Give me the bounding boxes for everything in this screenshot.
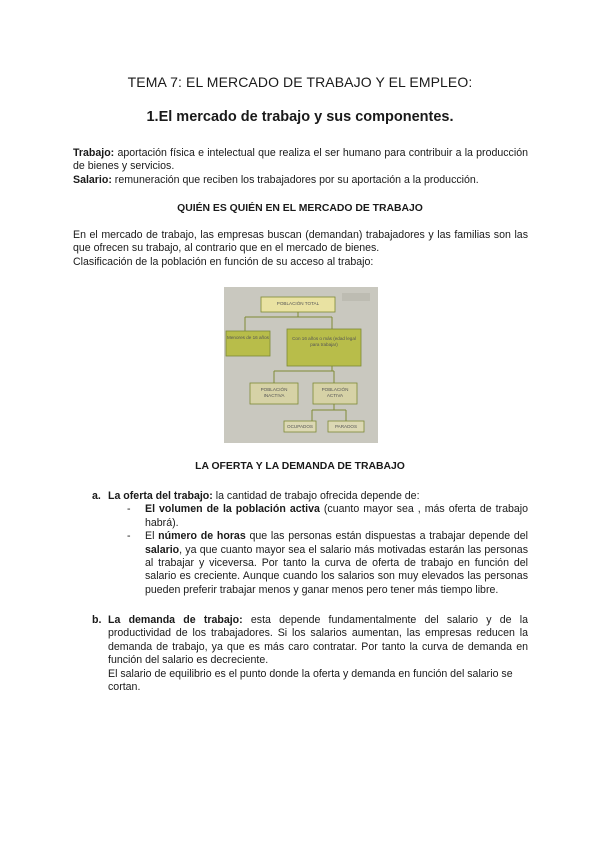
dash-marker: - [127,503,131,516]
list-item-a [73,490,528,597]
trabajo-term: Trabajo: [73,147,115,159]
diagram-graphic [224,287,378,443]
diagram-root-label: POBLACIÓN TOTAL [276,301,320,306]
equilibrium-text: El salario de equilibrio es el punto donde la oferta y demanda en función del salario se cortan. [108,667,513,694]
horas-term: número de horas [158,530,246,543]
salario-term: Salario: [73,173,112,186]
intro-text: En el mercado de trabajo, las empresas buscan (demandan) trabajadores y las familias son las que ofrecen su trabajo, al contrario que en el mercado de bienes. [73,229,528,255]
horas-mid: que las personas están dispuestas a trabajar depende del [245,530,528,543]
diagram-under16-label: Menores de 16 años [227,335,269,340]
list-item-b [73,614,528,694]
diagram-unemployed-label: PARADOS [334,424,358,429]
oferta-text: la cantidad de trabajo ofrecida depende de: [212,490,420,502]
oferta-term: La oferta del trabajo: [108,490,213,502]
diagram-over16-label: Con 16 años o más (edad legal para trabajar) [292,336,356,347]
section-title: 1.El mercado de trabajo y sus componentes. [146,109,454,125]
trabajo-text: aportación física e intelectual que realiza el ser humano para contribuir a la producción de bienes y servicios. [73,147,528,173]
list-marker-b: b. [92,614,102,626]
horas-pre: El [145,530,159,543]
salario-inline-term: salario [145,543,180,556]
dash-marker: - [127,530,131,543]
volumen-term: El volumen de la población activa [145,503,320,516]
intro-paragraph [73,229,528,269]
classification-text: Clasificación de la población en función de su acceso al trabajo: [73,255,374,268]
trabajo-definition [73,147,528,174]
list-marker-a: a. [92,490,101,502]
demanda-term: La demanda de trabajo: [108,614,243,626]
page-title: TEMA 7: EL MERCADO DE TRABAJO Y EL EMPLEO: [127,74,473,90]
diagram-active-label: POBLACIÓN ACTIVA [321,387,349,398]
diagram-occupied-label: OCUPADOS [287,424,313,429]
demanda-text: esta depende fundamentalmente del salario y de la productividad de los trabajadores. Si los salarios aumentan, las empresas reducen la demanda de trabajo, ya que es más caro contratar. Por tanto la curva de demanda en función del salario es decreciente. [108,614,528,667]
definitions-paragraph [73,147,528,187]
volumen-text: (cuanto mayor sea , más oferta de trabajo habrá). [145,503,529,529]
population-diagram [224,287,378,443]
diagram-inactive-label: POBLACIÓN INACTIVA [260,387,288,398]
sub-item-volumen [108,503,528,530]
salario-definition [73,174,528,187]
sub-item-horas [108,530,528,597]
horas-text: , ya que cuanto mayor sea el salario más motivadas estarán las personas al trabajar y viceversa. Por tanto la curva de oferta de trabajo en función del salario es creciente. Aunque cuando los salarios son muy elevados las personas pueden preferir trabajar menos y ganar menos pero tener más tiempo libre. [145,543,528,596]
equilibrium-paragraph [73,668,528,695]
salario-text: remuneración que reciben los trabajadores por su aportación a la producción. [111,173,479,186]
section-heading-quien: QUIÉN ES QUIÉN EN EL MERCADO DE TRABAJO [177,203,423,214]
section-heading-oferta-demanda: LA OFERTA Y LA DEMANDA DE TRABAJO [195,461,405,472]
